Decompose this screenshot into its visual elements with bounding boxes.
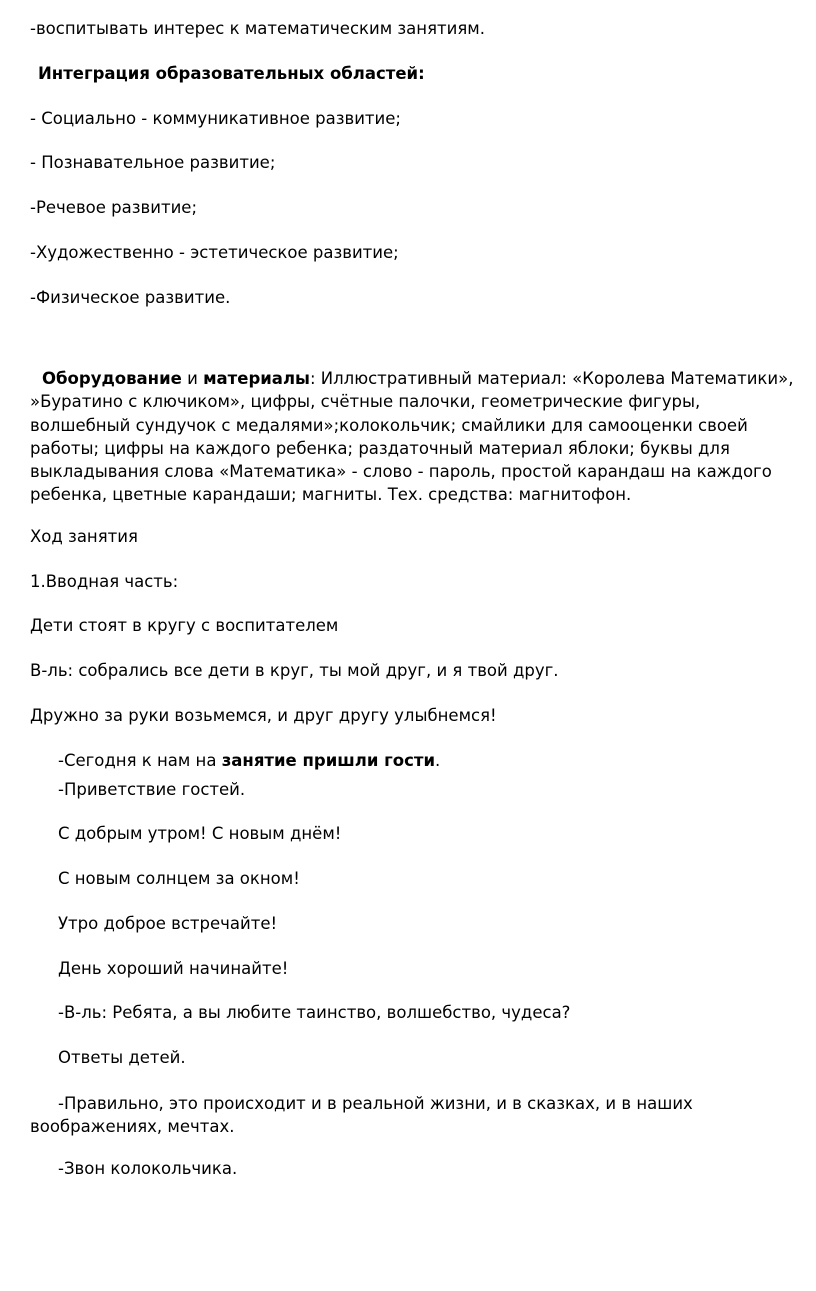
paragraph-guests-greeting: -Приветствие гостей.: [58, 779, 246, 799]
paragraph-goal-interest: -воспитывать интерес к математическим занятиям.: [30, 19, 485, 38]
paragraph-children-circle: Дети стоят в кругу с воспитателем: [30, 616, 339, 636]
paragraph-area-cognitive: - Познавательное развитие;: [30, 153, 276, 173]
paragraph-greet-6: Ответы детей.: [58, 1048, 186, 1068]
guests-bold: занятие пришли гости: [221, 750, 436, 770]
paragraph-greet-3: Утро доброе встречайте!: [58, 913, 278, 933]
paragraph-area-artistic: -Художественно - эстетическое развитие;: [30, 242, 399, 262]
paragraph-closing-bell: -Звон колокольчика.: [58, 1159, 238, 1179]
paragraph-greet-1: С добрым утром! С новым днём!: [58, 824, 342, 844]
paragraph-area-speech: -Речевое развитие;: [30, 198, 198, 218]
guests-prefix: -Сегодня к нам на: [58, 750, 222, 770]
equipment-colon: :: [309, 369, 321, 389]
section-spacer: [30, 331, 794, 367]
paragraph-teacher-line-2: Дружно за руки возьмемся, и друг другу улыбнемся!: [30, 705, 497, 725]
paragraph-teacher-line-1: В-ль: собрались все дети в круг, ты мой друг, и я твой друг.: [30, 661, 559, 681]
paragraph-closing-correct: -Правильно, это происходит и в реальной жизни, и в сказках, и в наших воображениях, мечтах.: [30, 1093, 693, 1136]
heading-integration: Интеграция образовательных областей:: [38, 63, 425, 83]
materials-label: материалы: [203, 369, 310, 389]
paragraph-equipment: [30, 367, 794, 506]
paragraph-part-one: 1.Вводная часть:: [30, 571, 179, 591]
paragraph-greet-2: С новым солнцем за окном!: [58, 869, 300, 889]
heading-course: Ход занятия: [30, 526, 138, 546]
paragraph-area-physical: -Физическое развитие.: [30, 287, 231, 307]
paragraph-greet-5: -В-ль: Ребята, а вы любите таинство, волшебство, чудеса?: [58, 1003, 571, 1023]
paragraph-greet-4: День хороший начинайте!: [58, 958, 289, 978]
paragraph-guests-announce: [30, 750, 794, 773]
equipment-and: и: [181, 369, 204, 389]
equipment-label: Оборудование: [42, 369, 182, 389]
paragraph-area-social: - Социально - коммуникативное развитие;: [30, 108, 401, 128]
equipment-text: Иллюстративный материал: «Королева Математики», »Буратино с ключиком», цифры, счётные палочки, геометрические фигуры, волшебный сундучок с медалями»;колокольчик; смайлики для самооценки своей работы; цифры на каждого ребенка; раздаточный материал яблоки; буквы для выкладывания слова «Математика» - слово - пароль, простой карандаш на каждого ребенка, цветные карандаши; магниты. Тех. средства: магнитофон.: [30, 369, 794, 504]
guests-suffix: .: [435, 750, 441, 770]
